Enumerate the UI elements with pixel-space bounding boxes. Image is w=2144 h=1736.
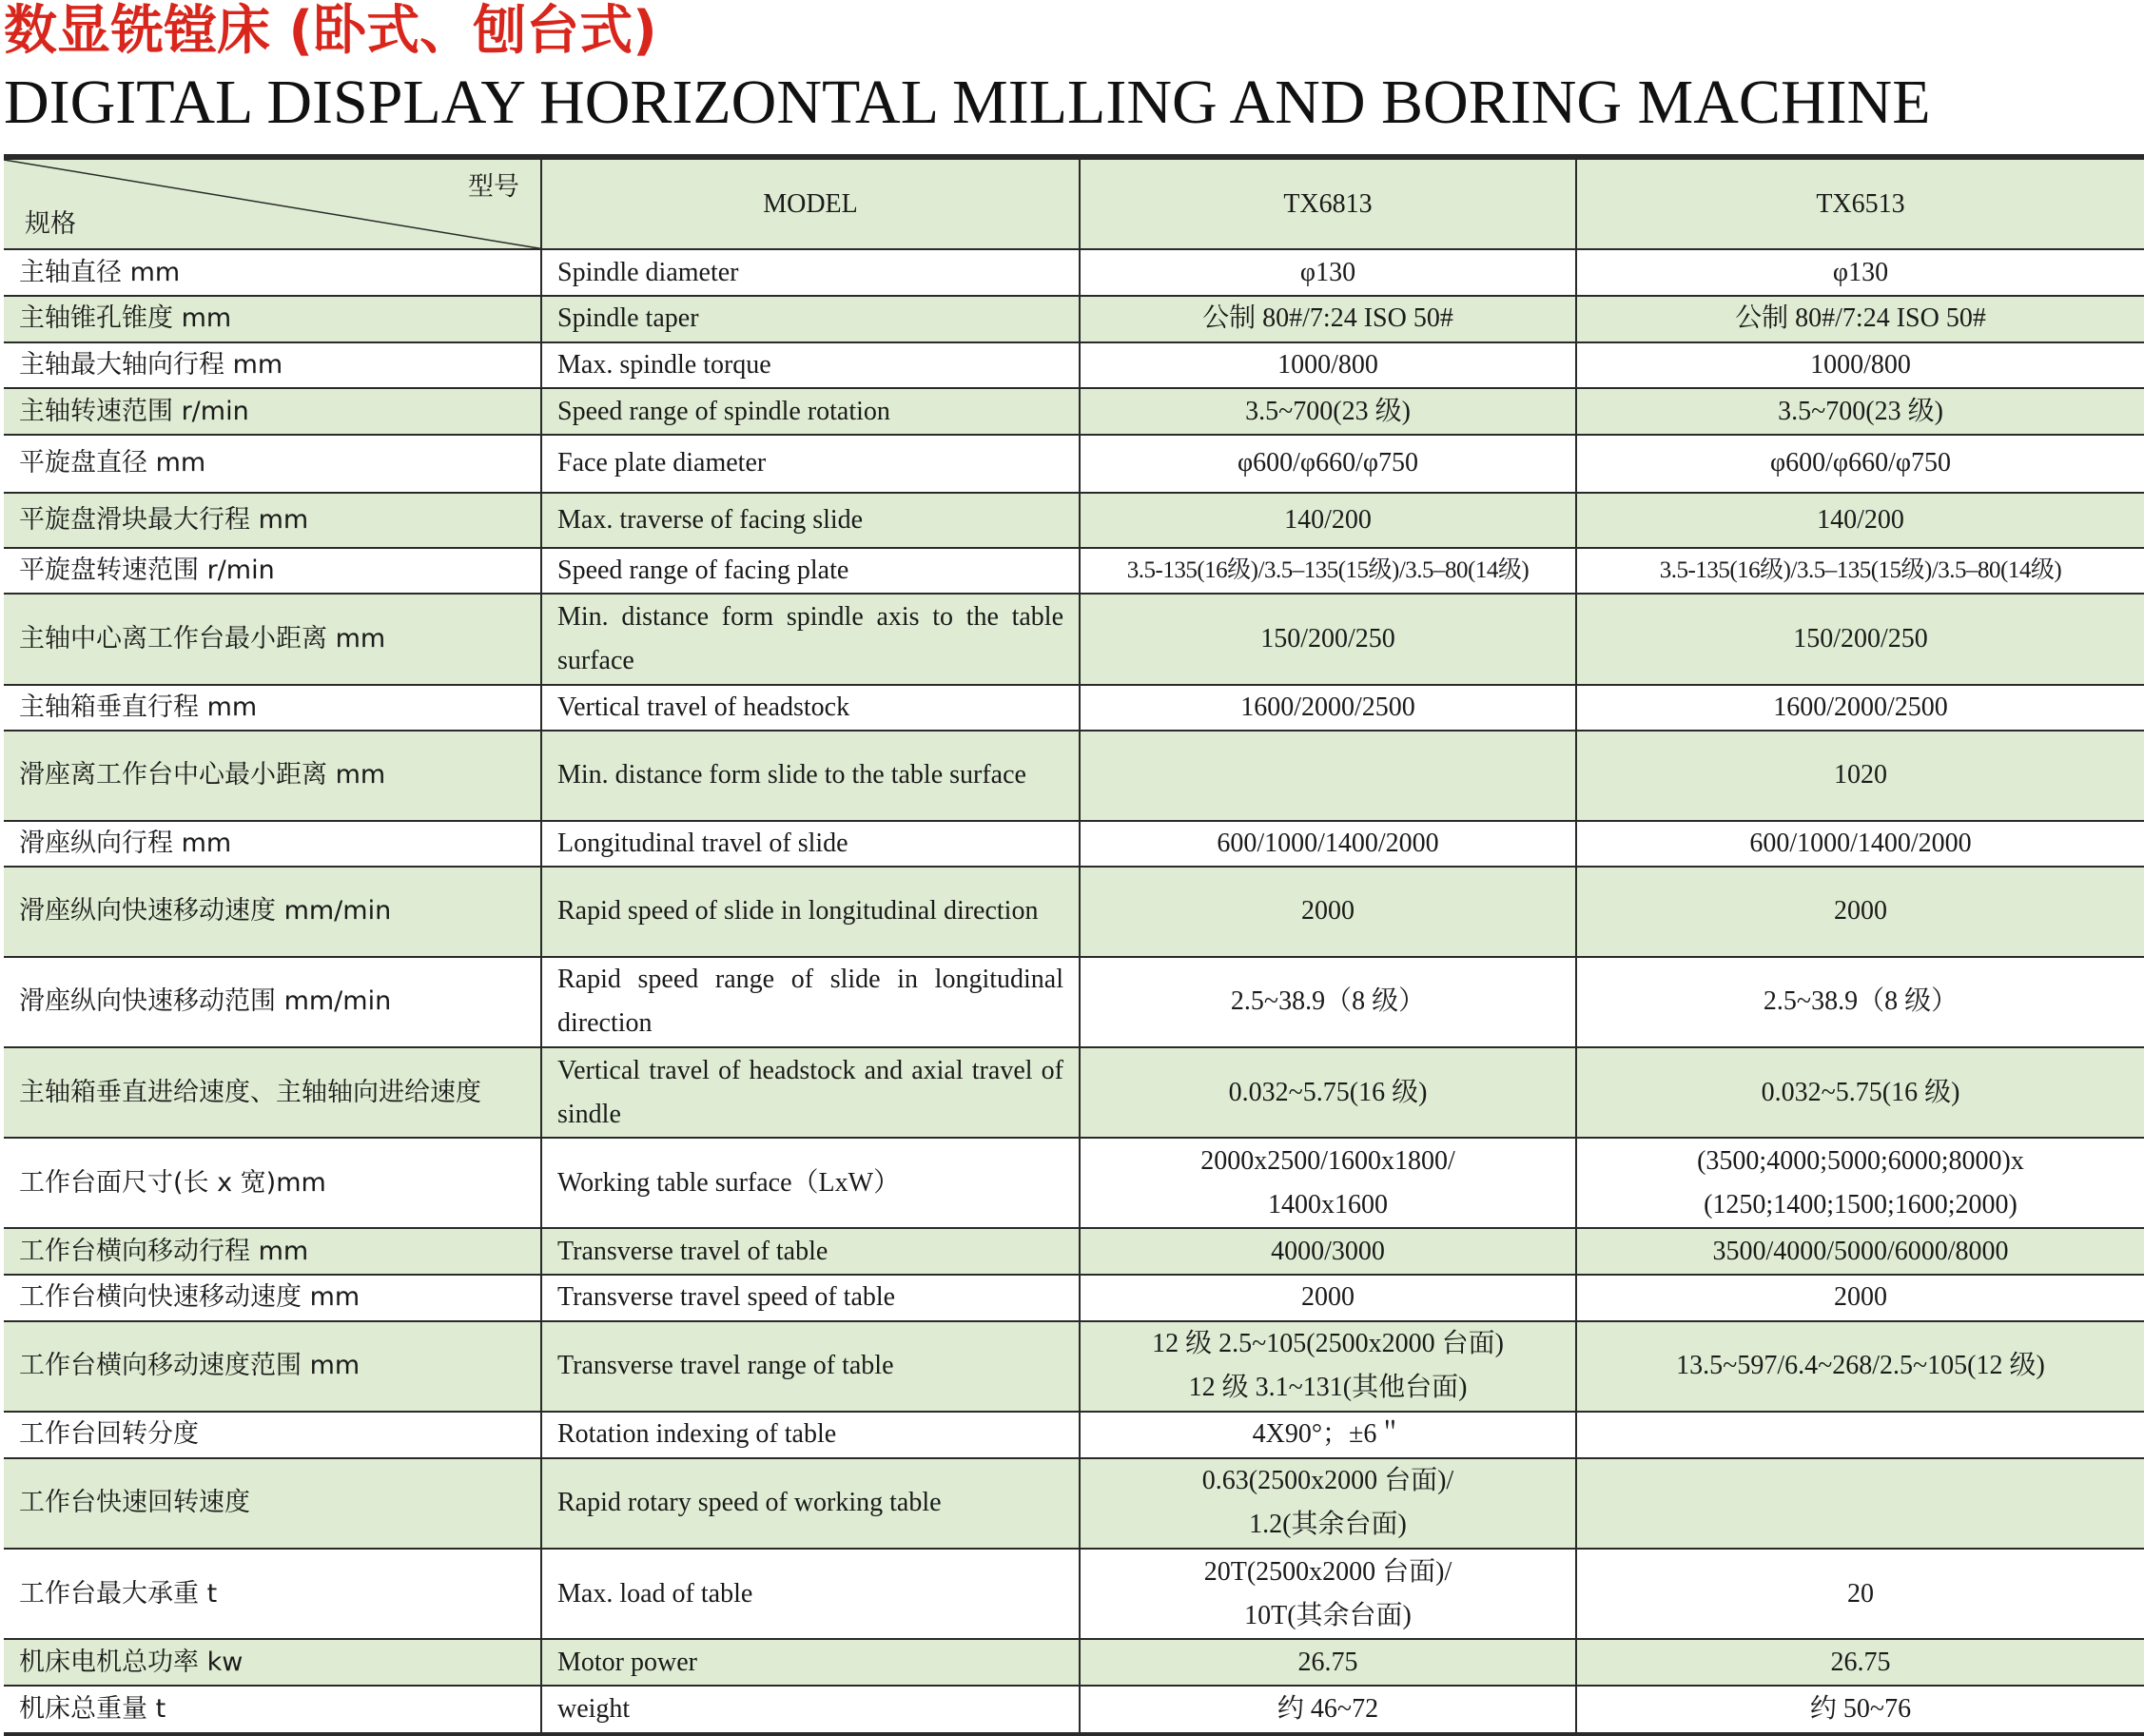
value-tx6813: [1080, 1412, 1576, 1458]
header-col-tx6813: TX6813: [1080, 160, 1576, 249]
value-tx6813: [1080, 1275, 1576, 1321]
spec-label-en: Rapid speed range of slide in longitudinal direction: [541, 957, 1080, 1047]
value-line: φ130: [1832, 257, 1889, 287]
value-tx6813: [1080, 435, 1576, 493]
spec-label-en: Motor power: [541, 1639, 1080, 1686]
header-row: [4, 160, 2144, 249]
spec-row: [4, 548, 2144, 595]
spec-label-en: Vertical travel of headstock: [541, 685, 1080, 731]
value-line: 约 50~76: [1809, 1694, 1912, 1725]
spec-label-en: Max. traverse of facing slide: [541, 493, 1080, 548]
spec-row: [4, 342, 2144, 389]
spec-row: [4, 1549, 2144, 1639]
spec-label-en: Max. spindle torque: [541, 342, 1080, 389]
value-line: 26.75: [1297, 1647, 1358, 1677]
value-line: 0.032~5.75(16 级): [1761, 1077, 1960, 1107]
value-tx6513: [1576, 1228, 2144, 1275]
value-line: φ600/φ660/φ750: [1769, 448, 1952, 478]
value-tx6513: [1576, 1549, 2144, 1639]
value-tx6513: [1576, 821, 2144, 868]
value-tx6513: [1576, 548, 2144, 595]
value-tx6813: [1080, 594, 1576, 684]
value-tx6813: [1080, 1686, 1576, 1732]
spec-label-cn: 滑座纵向快速移动速度 mm/min: [4, 867, 541, 956]
value-line: (1250;1400;1500;1600;2000): [1704, 1189, 2017, 1219]
value-tx6813: [1080, 342, 1576, 389]
header-model-label-cn: 型号: [468, 172, 519, 202]
value-tx6513: [1576, 493, 2144, 548]
value-line: 13.5~597/6.4~268/2.5~105(12 级): [1676, 1351, 2045, 1381]
value-line: 3.5-135(16级)/3.5–135(15级)/3.5–80(14级): [1126, 556, 1530, 583]
value-tx6813: [1080, 821, 1576, 868]
value-tx6513: [1576, 1458, 2144, 1549]
value-tx6813: [1080, 867, 1576, 956]
page-title-cn: 数显铣镗床 (卧式、刨台式): [4, 0, 657, 62]
spec-label-en: Transverse travel range of table: [541, 1321, 1080, 1412]
value-line: 140/200: [1817, 504, 1904, 535]
spec-label-en: Transverse travel of table: [541, 1228, 1080, 1275]
value-tx6513: [1576, 594, 2144, 684]
spec-label-cn: 滑座纵向快速移动范围 mm/min: [4, 957, 541, 1047]
spec-label-en: Spindle taper: [541, 296, 1080, 342]
spec-row: [4, 957, 2144, 1047]
spec-row: [4, 1412, 2144, 1458]
value-tx6513: [1576, 867, 2144, 956]
spec-label-en: Rapid speed of slide in longitudinal direction: [541, 867, 1080, 956]
spec-row: [4, 1047, 2144, 1138]
value-line: φ130: [1299, 257, 1356, 287]
value-line: 0.63(2500x2000 台面)/: [1201, 1466, 1454, 1496]
spec-row: [4, 1275, 2144, 1321]
value-line: 3.5~700(23 级): [1245, 396, 1411, 426]
value-line: 3500/4000/5000/6000/8000: [1712, 1236, 2009, 1266]
value-line: 公制 80#/7:24 ISO 50#: [1202, 303, 1453, 334]
spec-label-en: Face plate diameter: [541, 435, 1080, 493]
value-tx6513: [1576, 1275, 2144, 1321]
value-line: 2000x2500/1600x1800/: [1200, 1145, 1455, 1176]
spec-label-cn: 工作台横向移动速度范围 mm: [4, 1321, 541, 1412]
value-line: 1600/2000/2500: [1773, 692, 1948, 722]
spec-table: [4, 160, 2144, 1732]
spec-label-cn: 主轴中心离工作台最小距离 mm: [4, 594, 541, 684]
spec-label-en: weight: [541, 1686, 1080, 1732]
value-tx6513: [1576, 435, 2144, 493]
value-tx6813: [1080, 1047, 1576, 1138]
value-line: 2.5~38.9（8 级）: [1763, 986, 1959, 1017]
spec-label-cn: 主轴直径 mm: [4, 249, 541, 296]
value-tx6513: [1576, 296, 2144, 342]
header-diagonal-cell: [4, 160, 541, 249]
spec-row: [4, 685, 2144, 731]
value-tx6813: [1080, 1321, 1576, 1412]
spec-label-cn: 工作台快速回转速度: [4, 1458, 541, 1549]
value-line: 2.5~38.9（8 级）: [1230, 986, 1426, 1017]
spec-label-cn: 平旋盘直径 mm: [4, 435, 541, 493]
value-tx6813: [1080, 1228, 1576, 1275]
spec-row: [4, 867, 2144, 956]
value-line: 1600/2000/2500: [1240, 692, 1415, 722]
spec-label-cn: 主轴最大轴向行程 mm: [4, 342, 541, 389]
spec-label-en: Transverse travel speed of table: [541, 1275, 1080, 1321]
value-tx6513: [1576, 388, 2144, 435]
value-tx6513: [1576, 957, 2144, 1047]
spec-label-cn: 主轴转速范围 r/min: [4, 388, 541, 435]
value-tx6813: [1080, 493, 1576, 548]
spec-label-cn: 工作台最大承重 t: [4, 1549, 541, 1639]
value-tx6813: [1080, 685, 1576, 731]
spec-table-wrapper: [4, 154, 2144, 1736]
value-tx6813: [1080, 388, 1576, 435]
value-tx6813: [1080, 296, 1576, 342]
spec-label-cn: 主轴箱垂直进给速度、主轴轴向进给速度: [4, 1047, 541, 1138]
value-line: 600/1000/1400/2000: [1749, 828, 1972, 858]
value-tx6513: [1576, 1047, 2144, 1138]
spec-row: [4, 731, 2144, 820]
value-line: 4X90°；±6＂: [1252, 1419, 1404, 1450]
value-tx6813: [1080, 548, 1576, 595]
value-line: 26.75: [1830, 1647, 1891, 1677]
value-tx6513: [1576, 685, 2144, 731]
spec-label-en: Speed range of facing plate: [541, 548, 1080, 595]
page-title-en: DIGITAL DISPLAY HORIZONTAL MILLING AND BORING MACHINE: [4, 68, 1931, 137]
spec-label-cn: 滑座离工作台中心最小距离 mm: [4, 731, 541, 820]
value-line: 1000/800: [1810, 349, 1911, 380]
value-tx6813: [1080, 1138, 1576, 1228]
diagonal-divider: [4, 160, 540, 248]
value-line: 1400x1600: [1268, 1189, 1388, 1219]
value-line: 2000: [1834, 896, 1887, 927]
spec-label-cn: 工作台回转分度: [4, 1412, 541, 1458]
value-line: 3.5-135(16级)/3.5–135(15级)/3.5–80(14级): [1659, 556, 2062, 583]
value-tx6813: [1080, 249, 1576, 296]
header-model-en: MODEL: [541, 160, 1080, 249]
header-col-tx6513: TX6513: [1576, 160, 2144, 249]
spec-row: [4, 435, 2144, 493]
value-tx6813: [1080, 1549, 1576, 1639]
value-line: 1.2(其余台面): [1249, 1510, 1407, 1540]
value-tx6813: [1080, 1458, 1576, 1549]
value-line: φ600/φ660/φ750: [1237, 448, 1419, 478]
spec-label-en: Max. load of table: [541, 1549, 1080, 1639]
spec-label-cn: 机床总重量 t: [4, 1686, 541, 1732]
value-line: 10T(其余台面): [1244, 1600, 1412, 1630]
value-line: 140/200: [1284, 504, 1372, 535]
spec-label-cn: 平旋盘滑块最大行程 mm: [4, 493, 541, 548]
value-tx6513: [1576, 1686, 2144, 1732]
value-tx6513: [1576, 342, 2144, 389]
spec-row: [4, 493, 2144, 548]
spec-label-en: Working table surface（LxW）: [541, 1138, 1080, 1228]
value-line: 2000: [1834, 1282, 1887, 1313]
value-tx6513: [1576, 1138, 2144, 1228]
value-line: 公制 80#/7:24 ISO 50#: [1735, 303, 1986, 334]
spec-label-en: Speed range of spindle rotation: [541, 388, 1080, 435]
spec-row: [4, 1686, 2144, 1732]
header-spec-label-cn: 规格: [25, 209, 76, 240]
spec-row: [4, 1138, 2144, 1228]
spec-label-en: Vertical travel of headstock and axial travel of sindle: [541, 1047, 1080, 1138]
value-line: (3500;4000;5000;6000;8000)x: [1697, 1145, 2024, 1176]
spec-label-en: Rapid rotary speed of working table: [541, 1458, 1080, 1549]
value-tx6513: [1576, 1639, 2144, 1686]
value-line: 20T(2500x2000 台面)/: [1203, 1556, 1452, 1587]
value-line: 1020: [1834, 760, 1887, 790]
spec-label-cn: 工作台面尺寸(长 x 宽)mm: [4, 1138, 541, 1228]
value-line: 2000: [1301, 896, 1355, 927]
value-line: 3.5~700(23 级): [1778, 396, 1943, 426]
spec-label-cn: 主轴箱垂直行程 mm: [4, 685, 541, 731]
value-line: 150/200/250: [1793, 623, 1928, 653]
value-line: 12 级 3.1~131(其他台面): [1188, 1373, 1468, 1403]
spec-row: [4, 249, 2144, 296]
value-line: 150/200/250: [1260, 623, 1395, 653]
spec-row: [4, 594, 2144, 684]
value-line: 约 46~72: [1277, 1694, 1379, 1725]
spec-row: [4, 821, 2144, 868]
spec-label-cn: 主轴锥孔锥度 mm: [4, 296, 541, 342]
spec-label-cn: 滑座纵向行程 mm: [4, 821, 541, 868]
spec-row: [4, 296, 2144, 342]
value-line: 12 级 2.5~105(2500x2000 台面): [1152, 1329, 1504, 1359]
value-line: 0.032~5.75(16 级): [1228, 1077, 1428, 1107]
value-tx6513: [1576, 249, 2144, 296]
value-line: 4000/3000: [1271, 1236, 1385, 1266]
value-line: 1000/800: [1277, 349, 1378, 380]
value-tx6513: [1576, 731, 2144, 820]
spec-row: [4, 1458, 2144, 1549]
spec-label-en: Spindle diameter: [541, 249, 1080, 296]
spec-label-cn: 平旋盘转速范围 r/min: [4, 548, 541, 595]
value-tx6813: [1080, 957, 1576, 1047]
value-line: 2000: [1301, 1282, 1355, 1313]
value-line: 600/1000/1400/2000: [1217, 828, 1439, 858]
spec-label-cn: 机床电机总功率 kw: [4, 1639, 541, 1686]
spec-label-en: Min. distance form spindle axis to the table surface: [541, 594, 1080, 684]
value-tx6813: [1080, 731, 1576, 820]
value-tx6513: [1576, 1412, 2144, 1458]
spec-row: [4, 1321, 2144, 1412]
value-tx6513: [1576, 1321, 2144, 1412]
spec-label-cn: 工作台横向移动行程 mm: [4, 1228, 541, 1275]
spec-row: [4, 1228, 2144, 1275]
spec-label-en: Min. distance form slide to the table surface: [541, 731, 1080, 820]
spec-row: [4, 388, 2144, 435]
spec-label-cn: 工作台横向快速移动速度 mm: [4, 1275, 541, 1321]
value-line: 20: [1847, 1578, 1874, 1609]
spec-label-en: Longitudinal travel of slide: [541, 821, 1080, 868]
value-tx6813: [1080, 1639, 1576, 1686]
spec-label-en: Rotation indexing of table: [541, 1412, 1080, 1458]
spec-row: [4, 1639, 2144, 1686]
